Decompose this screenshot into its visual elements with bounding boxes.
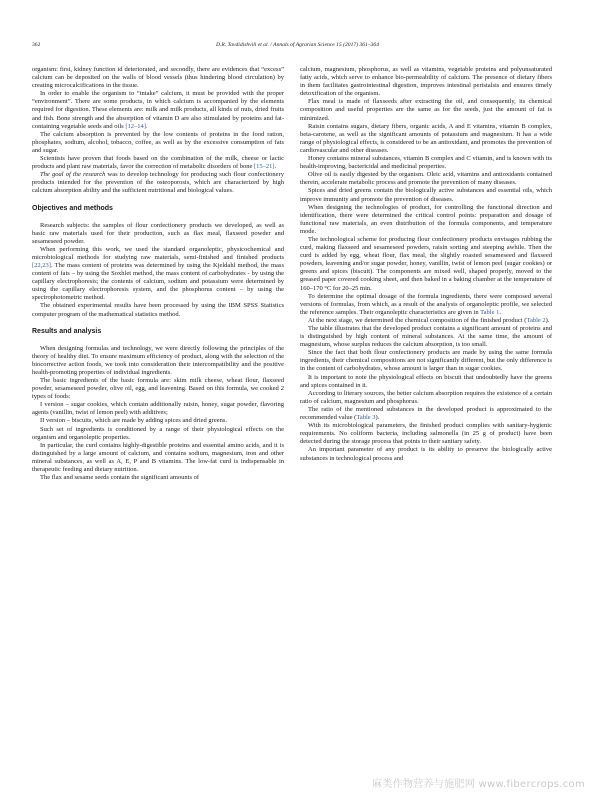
table-link[interactable]: Table 2 [526,316,546,324]
paragraph [300,293,552,317]
paragraph [32,171,284,195]
paragraph-end: . [274,163,277,171]
paragraph-end: ). [545,316,550,324]
paragraph: Such set of ingredients is conditioned by a range of their physiological effects on the organism and organoleptic properties. [32,425,284,441]
paragraph: Olive oil is easily digested by the organism. Oleic acid, vitamins and antioxidants contained therein, accelerate metabolic process and promote the prevention of many diseases. [300,171,552,187]
watermark: 麻类作物营养与施肥网 www.fibercrops.com [372,779,585,790]
paragraph: An important parameter of any product is its ability to preserve the biologically active substances in technological process and [300,446,552,462]
paragraph: II version – biscuits, which are made by adding spices and dried greens. [40,417,228,425]
paragraph: The obtained experimental results have been processed by using the IBM SPSS Statistics computer program of the mathematical statistics method. [32,302,284,318]
paragraph-text: At the next stage, we determined the chemical composition of the finished product ( [308,316,527,324]
left-column [32,66,284,482]
paragraph-text: was to develop technology for producing such flour confectionery products intended for the prevention of the osteoporosis, which are characterized by high calcium absorption ability and the sufficient nutritional and biological values. [32,171,284,195]
section-heading-results: Results and analysis [32,327,102,335]
section-heading-objectives: Objectives and methods [32,204,113,212]
paragraph-end: . The mass content of proteins was determined by using the Kjeldahl method, the mass content of fats – by using the Soxhlet method, the mass content of carbohydrates - by using the capillary electrophoresis; the contents of calcium, sodium and potassium were determined by using the capillary electrophoresis system, and the phosphorus content – by using the spectrophotometric method. [32,261,284,302]
paragraph: It is important to note the physiological effects on biscuit that undoubtedly have the greens and spices contained in it. [300,373,552,389]
paragraph: The table illustrates that the developed product contains a significant amount of proteins and is distinguished by high content of mineral substances. At the same time, the amount of magnesium, whose surplus reduces the calcium absorption, is too small. [300,325,552,349]
paragraph: According to literary sources, the better calcium absorption requires the existence of a certain ratio of calcium, magnesium and phosphorus. [300,389,552,405]
paragraph: I version – sugar cookies, which contain additionally raisin, honey, sugar powder, flavoring agents (vanillin, twist of lemon peel) with additives; [32,401,284,417]
reference-link[interactable]: [15–21] [254,163,275,171]
paragraph: With its microbiological parameters, the finished product complies with sanitary-hygienic requirements. No coliform bacteria, including salmonella (in 25 g of product) have been detected during the storage process that points to their sanitary safety. [300,422,552,446]
table-link[interactable]: Table 1 [480,308,500,316]
table-link[interactable]: Table 3 [356,414,376,422]
paragraph: Raisin contains sugars, dietary fibers, organic acids, A and E vitamins, vitamin B complex, beta-carotene, as well as the significant amounts of potassium and magnesium. It has a wide range of physiological effects, is considered to be an antioxidant, and promotes the prevention of cardiovascular and other diseases. [300,122,552,154]
paragraph [32,246,284,303]
paragraph [32,155,284,171]
reference-link[interactable]: [22,23] [32,261,51,269]
paragraph-text: When performing this work, we used the standard organoleptic, physicochemical and microbiological methods for studying raw materials, semi-finished and finished products [32,245,284,261]
paragraph: calcium, magnesium, phosphorus, as well as vitamins, vegetable proteins and polyunsaturated fatty acids, which serve to enhance bio-permeability of calcium. The presence of dietary fibers in them facilitates gastrointestinal digestion, improves intestinal peristalsis and ensures timely detoxification of the organism. [300,66,552,98]
paragraph: Honey contains mineral substances, vitamin B complex and C vitamin, and is known with its health-improving, bactericidal and medicinal properties. [300,155,552,171]
paragraph: The calcium absorption is prevented by the low contents of proteins in the food ration, phosphates, sodium, alcohol, tobacco, coffee, as well as by the excessive consumption of fats and sugar. [32,130,284,154]
paragraph-text: The ratio of the mentioned substances in the developed product is approximated to the recommended value ( [300,405,552,422]
paragraph: Since the fact that both flour confectionery products are made by using the same formula ingredients, their chemical compositions are not significantly different, but the only difference is in the content of carbohydrates, whose amount is larger than in sugar cookies. [300,349,552,373]
paragraph: The technological scheme for producing flour confectionery products envisages rubbing the curd, making flaxseed and sesameseed powders, raisin sorting and steeping awhile. Then the curd is added by egg, wheat flour, flax meal, the slightly roasted sesameseed and flaxseed powders, leavening and/or sugar powder, honey, vanillin, twist of lemon peel (sugar cookies) or greens and spices (biscuit). The components are mixed well, shaped properly, moved to the greased paper covered cooking sheet, and then baked in a baking chamber at the temperature of 160–170 °C for 20–25 min. [300,235,552,292]
emphasis-text: The goal of the research [40,171,106,179]
paragraph: The basic ingredients of the basic formula are: skim milk cheese, wheat flour, flaxseed powder, sesameseed powder, olive oil, egg, and leavening. Based on this formula, we cooked 2 types of foods: [32,377,284,401]
paragraph-text: Scientists have proven that foods based on the combination of the milk, cheese or lactic products and plant raw materials, favor the correction of metabolic disorders of bone [32,155,284,171]
paragraph [32,90,284,130]
paragraph-text: In order to enable the organism to “intake” calcium, it must be provided with the proper “environment”. There are some products, in which calcium is accompanied by the elements required for digestion. These elements are: milk and milk products, all kinds of nuts, dried fruits and fish. Bone strength and the absorption of vitamin D are also stimulated by proteins and fat-containing vegetable seeds and oils [32,90,284,130]
paragraph-end: ). [375,414,380,422]
running-header [32,42,563,52]
right-column [300,66,552,463]
reference-link[interactable]: [12–14] [125,122,146,130]
paragraph: When designing the technologies of product, for controlling the functional direction and identification, there were determined the critical control points: preparation and dosage of functional raw materials, an even distribution of the formula components, and temperature mode. [300,203,552,235]
paragraph: Flax meal is made of flaxseeds after extracting the oil, and consequently, its chemical composition and useful properties are the same as for the seeds, just the amount of fat is minimized. [300,98,552,122]
paragraph: When designing formulas and technology, we were directly following the principles of the theory of healthy diet. To ensure maximum efficiency of product, along with the selection of the biocorrective action foods, we took into consideration their intercompatibility and the positive health-promoting properties of individual ingredients. [32,344,284,376]
paragraph [300,406,552,422]
paragraph: Spices and dried greens contain the biologically active substances and essential oils, which improve immunity and promote the prevention of diseases. [300,187,552,203]
paragraph: Research subjects: the samples of flour confectionery products we developed, as well as basic raw materials used for their production, such as flax meal, flaxseed powder and sesameseed powder. [32,221,284,245]
paragraph: The flax and sesame seeds contain the significant amounts of [40,474,200,482]
page-number: 362 [32,42,41,48]
running-head: D.R. Tavdidishvili et al. / Annals of Agrarian Science 15 (2017) 361–364 [215,42,380,48]
paragraph-end: . [145,122,148,130]
paragraph-end: . [499,308,501,316]
paragraph [300,317,552,325]
paragraph-text: To determine the optimal dosage of the formula ingredients, there were composed several versions of formulas, from which, as a result of the analysis of organoleptic profile, we selected the reference samples. Their organoleptic characteristics are given in [300,292,552,316]
paragraph: In particular, the curd contains highly-digestible proteins and essential amino acids, and it is distinguished by a large amount of calcium, and contains sodium, magnesium, iron and other mineral substances, as well as A, E, P and B vitamins. The low-fat curd is indispensable in therapeutic feeding and dietary nutrition. [32,441,284,474]
paragraph: organism: first, kidney function id deteriorated, and secondly, there are evidences that “excess” calcium can be deposited on the walls of blood vessels (thus hindering blood circulation) by creating microcalcifications in the tissue. [32,66,284,90]
